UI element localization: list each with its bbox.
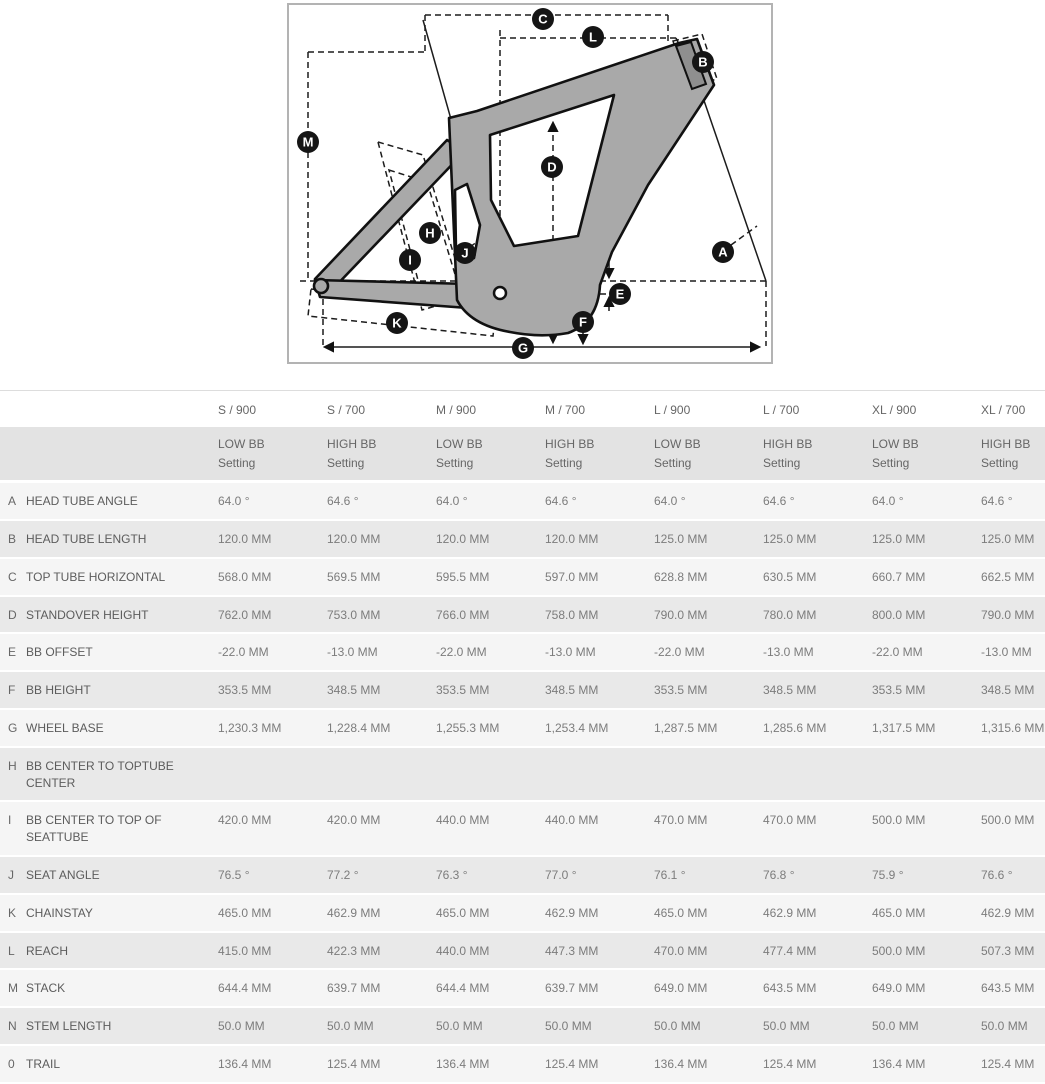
measurement-value: 415.0 MM bbox=[218, 933, 327, 971]
measurement-value: 1,228.4 MM bbox=[327, 710, 436, 748]
header-spacer bbox=[0, 427, 26, 483]
measurement-value: 500.0 MM bbox=[872, 933, 981, 971]
measurement-value: -13.0 MM bbox=[327, 634, 436, 672]
measurement-value: 662.5 MM bbox=[981, 559, 1045, 597]
measurement-value: 120.0 MM bbox=[436, 521, 545, 559]
callout-letter-D: D bbox=[547, 159, 557, 175]
row-letter: N bbox=[0, 1008, 26, 1046]
measurement-value: 125.0 MM bbox=[763, 521, 872, 559]
row-letter: B bbox=[0, 521, 26, 559]
measurement-value: 462.9 MM bbox=[327, 895, 436, 933]
row-label: TRAIL bbox=[26, 1046, 218, 1084]
row-letter: G bbox=[0, 710, 26, 748]
geometry-row-N bbox=[0, 1008, 1045, 1046]
measurement-value: 120.0 MM bbox=[545, 521, 654, 559]
measurement-value: 462.9 MM bbox=[763, 895, 872, 933]
bb-setting-header: LOW BB Setting bbox=[654, 427, 763, 483]
measurement-value: 420.0 MM bbox=[327, 802, 436, 857]
measurement-value: 649.0 MM bbox=[872, 970, 981, 1008]
measurement-value: 64.0 ° bbox=[218, 483, 327, 521]
measurement-value: 465.0 MM bbox=[872, 895, 981, 933]
measurement-value: 462.9 MM bbox=[545, 895, 654, 933]
row-letter: C bbox=[0, 559, 26, 597]
measurement-value: 507.3 MM bbox=[981, 933, 1045, 971]
measurement-value: 50.0 MM bbox=[872, 1008, 981, 1046]
measurement-value: 348.5 MM bbox=[981, 672, 1045, 710]
geometry-row-I bbox=[0, 802, 1045, 857]
setting-header-row bbox=[0, 427, 1045, 483]
measurement-value bbox=[327, 748, 436, 803]
measurement-value: 628.8 MM bbox=[654, 559, 763, 597]
measurement-value: 465.0 MM bbox=[218, 895, 327, 933]
measurement-value bbox=[436, 748, 545, 803]
row-label: TOP TUBE HORIZONTAL bbox=[26, 559, 218, 597]
measurement-value: 76.6 ° bbox=[981, 857, 1045, 895]
geometry-row-B bbox=[0, 521, 1045, 559]
bb-setting-header: HIGH BB Setting bbox=[545, 427, 654, 483]
size-header-row bbox=[0, 391, 1045, 427]
callout-letter-M: M bbox=[302, 134, 314, 150]
header-spacer bbox=[0, 391, 26, 427]
callout-letter-F: F bbox=[579, 314, 587, 330]
row-label: HEAD TUBE ANGLE bbox=[26, 483, 218, 521]
geometry-row-E bbox=[0, 634, 1045, 672]
measurement-value: 76.1 ° bbox=[654, 857, 763, 895]
measurement-value: 64.6 ° bbox=[327, 483, 436, 521]
measurement-value bbox=[981, 748, 1045, 803]
measurement-value: 465.0 MM bbox=[436, 895, 545, 933]
measurement-value: 462.9 MM bbox=[981, 895, 1045, 933]
measurement-value: 440.0 MM bbox=[436, 802, 545, 857]
row-letter: F bbox=[0, 672, 26, 710]
measurement-value: 75.9 ° bbox=[872, 857, 981, 895]
bb-setting-header: LOW BB Setting bbox=[872, 427, 981, 483]
measurement-value: -22.0 MM bbox=[872, 634, 981, 672]
measurement-value: 50.0 MM bbox=[436, 1008, 545, 1046]
measurement-value: 447.3 MM bbox=[545, 933, 654, 971]
measurement-value: 136.4 MM bbox=[872, 1046, 981, 1084]
measurement-value: -22.0 MM bbox=[218, 634, 327, 672]
measurement-value: 420.0 MM bbox=[218, 802, 327, 857]
measurement-value bbox=[654, 748, 763, 803]
measurement-value: 1,255.3 MM bbox=[436, 710, 545, 748]
measurement-value: 77.2 ° bbox=[327, 857, 436, 895]
bike-frame bbox=[314, 39, 714, 335]
measurement-value: 348.5 MM bbox=[545, 672, 654, 710]
measurement-value: 125.4 MM bbox=[545, 1046, 654, 1084]
measurement-value: 440.0 MM bbox=[436, 933, 545, 971]
measurement-value: 125.4 MM bbox=[763, 1046, 872, 1084]
measurement-value: 470.0 MM bbox=[654, 802, 763, 857]
geometry-row-F bbox=[0, 672, 1045, 710]
geometry-row-J bbox=[0, 857, 1045, 895]
row-label: BB CENTER TO TOP OF SEATTUBE bbox=[26, 802, 218, 857]
measurement-value: 348.5 MM bbox=[327, 672, 436, 710]
callout-letter-G: G bbox=[517, 340, 529, 356]
row-letter: 0 bbox=[0, 1046, 26, 1084]
measurement-value: 1,285.6 MM bbox=[763, 710, 872, 748]
measurement-value: 136.4 MM bbox=[436, 1046, 545, 1084]
size-column-header: XL / 700 bbox=[981, 391, 1045, 427]
row-label: HEAD TUBE LENGTH bbox=[26, 521, 218, 559]
measurement-value: 644.4 MM bbox=[218, 970, 327, 1008]
measurement-value: 125.0 MM bbox=[654, 521, 763, 559]
row-label: SEAT ANGLE bbox=[26, 857, 218, 895]
size-column-header: L / 700 bbox=[763, 391, 872, 427]
geometry-row-H bbox=[0, 748, 1045, 803]
measurement-value: 125.4 MM bbox=[981, 1046, 1045, 1084]
geometry-row-A bbox=[0, 483, 1045, 521]
geometry-diagram-svg bbox=[0, 0, 1045, 390]
measurement-value: 50.0 MM bbox=[218, 1008, 327, 1046]
measurement-value: 76.3 ° bbox=[436, 857, 545, 895]
callout-letter-B: B bbox=[698, 54, 708, 70]
measurement-value: 136.4 MM bbox=[218, 1046, 327, 1084]
measurement-value: 643.5 MM bbox=[981, 970, 1045, 1008]
bb-setting-header: LOW BB Setting bbox=[218, 427, 327, 483]
measurement-value: 660.7 MM bbox=[872, 559, 981, 597]
measurement-value bbox=[545, 748, 654, 803]
measurement-value: 50.0 MM bbox=[545, 1008, 654, 1046]
measurement-value: 643.5 MM bbox=[763, 970, 872, 1008]
measurement-value: 50.0 MM bbox=[654, 1008, 763, 1046]
measurement-value: 64.0 ° bbox=[872, 483, 981, 521]
measurement-value: 758.0 MM bbox=[545, 597, 654, 635]
geometry-row-G bbox=[0, 710, 1045, 748]
row-letter: L bbox=[0, 933, 26, 971]
callout-letter-J: J bbox=[461, 245, 469, 261]
measurement-value: 644.4 MM bbox=[436, 970, 545, 1008]
row-label: STEM LENGTH bbox=[26, 1008, 218, 1046]
size-column-header: S / 700 bbox=[327, 391, 436, 427]
measurement-value: 465.0 MM bbox=[654, 895, 763, 933]
geometry-row-K bbox=[0, 895, 1045, 933]
row-label: BB CENTER TO TOPTUBE CENTER bbox=[26, 748, 218, 803]
geometry-row-M bbox=[0, 970, 1045, 1008]
size-column-header: M / 900 bbox=[436, 391, 545, 427]
measurement-value: 353.5 MM bbox=[218, 672, 327, 710]
callout-letter-C: C bbox=[538, 11, 548, 27]
measurement-value: 64.0 ° bbox=[654, 483, 763, 521]
measurement-value: 470.0 MM bbox=[763, 802, 872, 857]
measurement-value: 597.0 MM bbox=[545, 559, 654, 597]
measurement-value: 64.6 ° bbox=[545, 483, 654, 521]
measurement-value: 500.0 MM bbox=[981, 802, 1045, 857]
row-letter: K bbox=[0, 895, 26, 933]
row-label: CHAINSTAY bbox=[26, 895, 218, 933]
callout-letter-I: I bbox=[408, 252, 412, 268]
measurement-value: 630.5 MM bbox=[763, 559, 872, 597]
header-spacer bbox=[26, 427, 218, 483]
measurement-value: 1,317.5 MM bbox=[872, 710, 981, 748]
measurement-value: 125.0 MM bbox=[872, 521, 981, 559]
size-column-header: XL / 900 bbox=[872, 391, 981, 427]
row-letter: J bbox=[0, 857, 26, 895]
measurement-value: 762.0 MM bbox=[218, 597, 327, 635]
row-label: BB OFFSET bbox=[26, 634, 218, 672]
measurement-value: 353.5 MM bbox=[654, 672, 763, 710]
measurement-value: 120.0 MM bbox=[218, 521, 327, 559]
measurement-value: 780.0 MM bbox=[763, 597, 872, 635]
callout-letter-E: E bbox=[615, 286, 625, 302]
row-letter: I bbox=[0, 802, 26, 857]
row-label: REACH bbox=[26, 933, 218, 971]
measurement-value: -13.0 MM bbox=[981, 634, 1045, 672]
geometry-table bbox=[0, 390, 1045, 1084]
header-spacer bbox=[26, 391, 218, 427]
bb-setting-header: LOW BB Setting bbox=[436, 427, 545, 483]
geometry-row-0 bbox=[0, 1046, 1045, 1084]
geometry-row-C bbox=[0, 559, 1045, 597]
measurement-value bbox=[872, 748, 981, 803]
measurement-value: 1,253.4 MM bbox=[545, 710, 654, 748]
measurement-value: -22.0 MM bbox=[436, 634, 545, 672]
row-letter: M bbox=[0, 970, 26, 1008]
bottom-bracket-marker bbox=[494, 287, 506, 299]
measurement-value bbox=[763, 748, 872, 803]
measurement-value: 77.0 ° bbox=[545, 857, 654, 895]
measurement-value: 64.6 ° bbox=[763, 483, 872, 521]
geometry-row-D bbox=[0, 597, 1045, 635]
measurement-value: 649.0 MM bbox=[654, 970, 763, 1008]
measurement-value: 568.0 MM bbox=[218, 559, 327, 597]
measurement-value: 125.0 MM bbox=[981, 521, 1045, 559]
row-letter: D bbox=[0, 597, 26, 635]
measurement-value bbox=[218, 748, 327, 803]
measurement-value: 136.4 MM bbox=[654, 1046, 763, 1084]
measurement-value: 790.0 MM bbox=[981, 597, 1045, 635]
measurement-value: 64.6 ° bbox=[981, 483, 1045, 521]
measurement-value: 64.0 ° bbox=[436, 483, 545, 521]
measurement-value: 569.5 MM bbox=[327, 559, 436, 597]
measurement-value: 353.5 MM bbox=[436, 672, 545, 710]
measurement-value: 800.0 MM bbox=[872, 597, 981, 635]
measurement-value: 477.4 MM bbox=[763, 933, 872, 971]
row-label: WHEEL BASE bbox=[26, 710, 218, 748]
measurement-value: 440.0 MM bbox=[545, 802, 654, 857]
measurement-value: 76.8 ° bbox=[763, 857, 872, 895]
measurement-value: 766.0 MM bbox=[436, 597, 545, 635]
measurement-value: 50.0 MM bbox=[763, 1008, 872, 1046]
row-letter: A bbox=[0, 483, 26, 521]
measurement-value: 1,230.3 MM bbox=[218, 710, 327, 748]
main-frame bbox=[449, 39, 714, 335]
measurement-value: 76.5 ° bbox=[218, 857, 327, 895]
measurement-value: 422.3 MM bbox=[327, 933, 436, 971]
bb-setting-header: HIGH BB Setting bbox=[327, 427, 436, 483]
measurement-value: -13.0 MM bbox=[545, 634, 654, 672]
row-label: STACK bbox=[26, 970, 218, 1008]
measurement-value: 50.0 MM bbox=[327, 1008, 436, 1046]
measurement-value: 1,287.5 MM bbox=[654, 710, 763, 748]
measurement-value: 50.0 MM bbox=[981, 1008, 1045, 1046]
row-letter: H bbox=[0, 748, 26, 803]
measurement-value: 639.7 MM bbox=[545, 970, 654, 1008]
size-column-header: L / 900 bbox=[654, 391, 763, 427]
bb-setting-header: HIGH BB Setting bbox=[763, 427, 872, 483]
measurement-value: 1,315.6 MM bbox=[981, 710, 1045, 748]
measurement-value: 595.5 MM bbox=[436, 559, 545, 597]
measurement-value: 500.0 MM bbox=[872, 802, 981, 857]
measurement-value: 125.4 MM bbox=[327, 1046, 436, 1084]
measurement-value: 353.5 MM bbox=[872, 672, 981, 710]
measurement-value: 639.7 MM bbox=[327, 970, 436, 1008]
measurement-value: -22.0 MM bbox=[654, 634, 763, 672]
row-letter: E bbox=[0, 634, 26, 672]
callout-letter-H: H bbox=[425, 225, 435, 241]
measurement-value: 470.0 MM bbox=[654, 933, 763, 971]
measurement-value: 790.0 MM bbox=[654, 597, 763, 635]
measurement-value: 348.5 MM bbox=[763, 672, 872, 710]
measurement-value: 753.0 MM bbox=[327, 597, 436, 635]
rear-dropout bbox=[314, 279, 328, 293]
size-column-header: M / 700 bbox=[545, 391, 654, 427]
measurement-value: 120.0 MM bbox=[327, 521, 436, 559]
callout-letter-A: A bbox=[718, 244, 728, 260]
callout-letter-L: L bbox=[589, 29, 597, 45]
geometry-row-L bbox=[0, 933, 1045, 971]
measurement-value: -13.0 MM bbox=[763, 634, 872, 672]
size-column-header: S / 900 bbox=[218, 391, 327, 427]
bb-setting-header: HIGH BB Setting bbox=[981, 427, 1045, 483]
callout-letter-K: K bbox=[392, 315, 402, 331]
row-label: STANDOVER HEIGHT bbox=[26, 597, 218, 635]
frame-geometry-diagram bbox=[0, 0, 1045, 390]
row-label: BB HEIGHT bbox=[26, 672, 218, 710]
